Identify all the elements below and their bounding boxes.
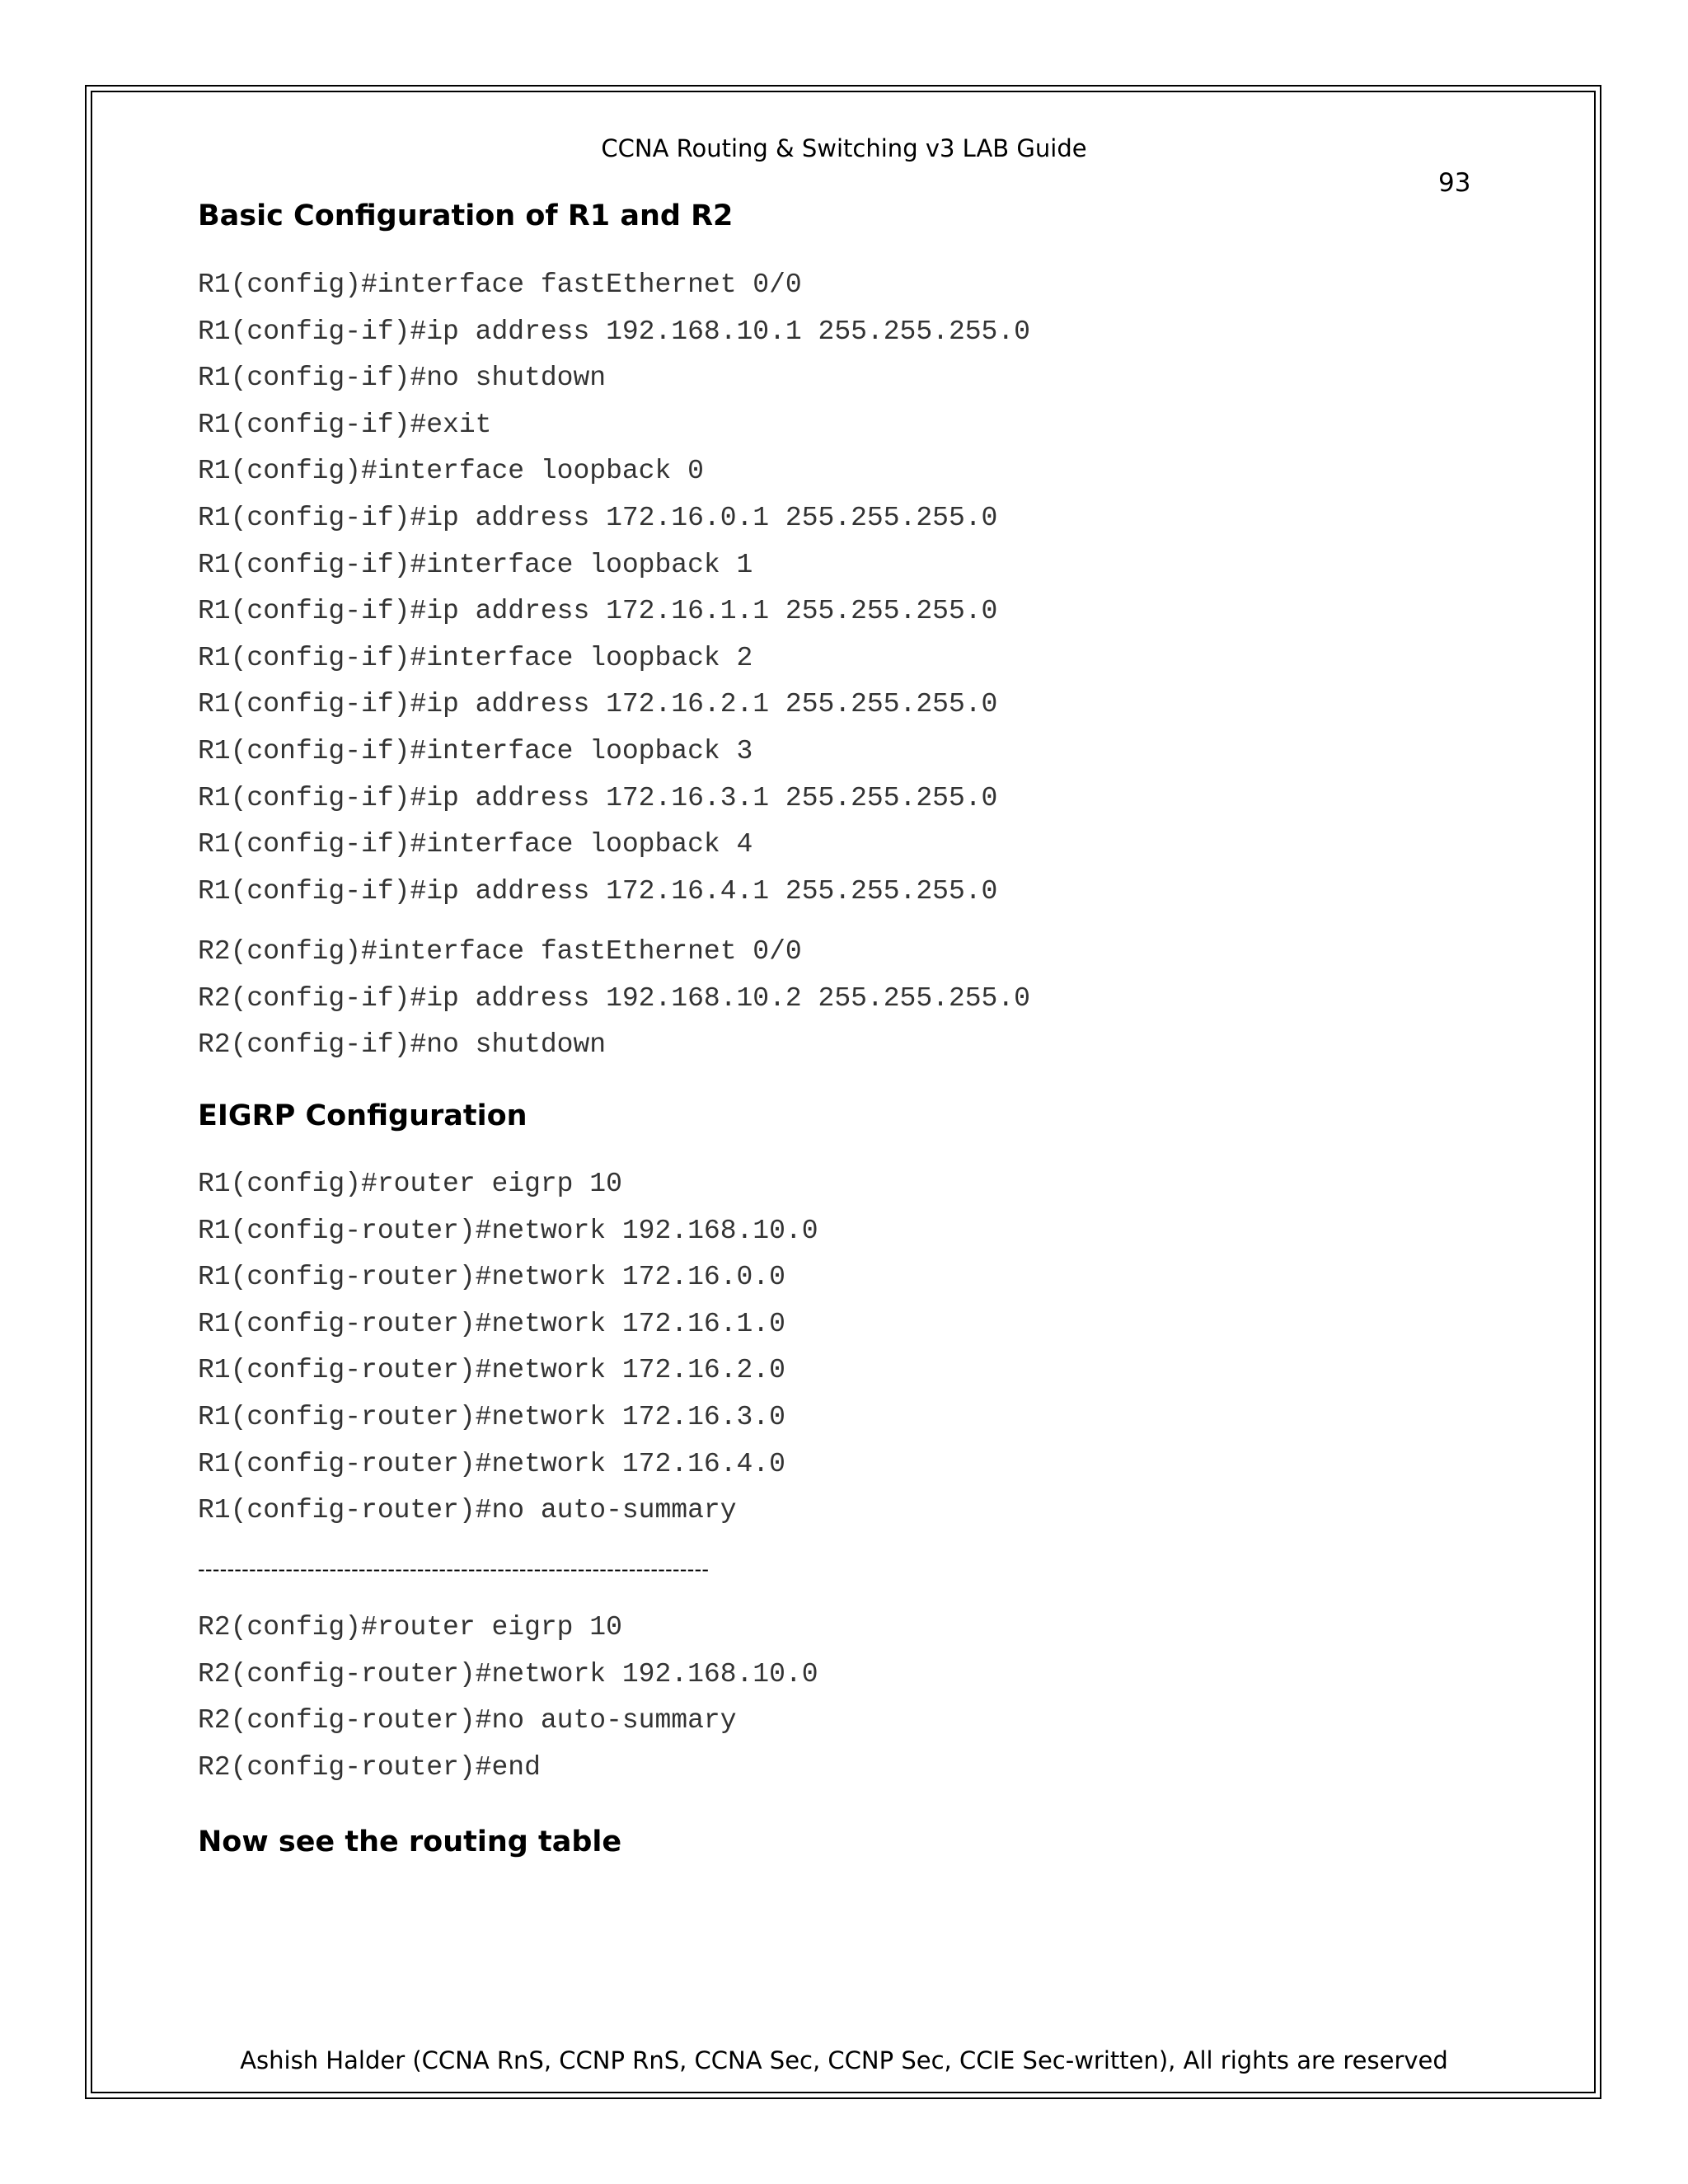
code-line: R2(config-router)#no auto-summary [198,1705,737,1736]
code-line: R1(config-if)#ip address 172.16.0.1 255.255.255.0 [198,502,998,533]
code-line: R2(config-router)#end [198,1751,541,1783]
code-line: R1(config-router)#network 172.16.1.0 [198,1308,785,1339]
code-line: R1(config-if)#exit [198,409,492,440]
code-line: R2(config-if)#ip address 192.168.10.2 255.255.255.0 [198,982,1030,1014]
code-line: R1(config-router)#network 172.16.3.0 [198,1401,785,1432]
code-line: R1(config-router)#network 172.16.4.0 [198,1448,785,1479]
code-line: R1(config-router)#no auto-summary [198,1495,737,1526]
code-line: R1(config)#interface fastEthernet 0/0 [198,269,802,300]
code-line: R1(config-if)#ip address 192.168.10.1 255.255.255.0 [198,316,1030,347]
code-line: R2(config)#router eigrp 10 [198,1612,622,1643]
page-number: 93 [1438,168,1471,198]
code-line: R1(config-if)#ip address 172.16.3.1 255.255.255.0 [198,782,998,813]
code-line: R1(config-router)#network 172.16.2.0 [198,1355,785,1386]
code-line: R1(config)#interface loopback 0 [198,456,704,487]
code-block-basic-r2 [198,929,1030,1069]
code-line: R1(config-if)#ip address 172.16.1.1 255.255.255.0 [198,596,998,627]
code-line: R1(config-if)#interface loopback 1 [198,549,753,580]
code-line: R1(config-if)#interface loopback 3 [198,735,753,766]
code-line: R1(config)#router eigrp 10 [198,1169,622,1199]
code-line: R2(config)#interface fastEthernet 0/0 [198,936,802,967]
code-block-eigrp-r1 [198,1161,818,1535]
section-heading-routing-table: Now see the routing table [198,1825,622,1858]
code-line: R2(config-router)#network 192.168.10.0 [198,1658,818,1690]
section-heading-basic: Basic Configuration of R1 and R2 [198,199,734,232]
code-block-basic-r1 [198,262,1030,915]
code-line: R1(config-if)#ip address 172.16.4.1 255.255.255.0 [198,875,998,907]
separator-line: ---------------------------------------------------------------------- [198,1558,710,1581]
code-line: R1(config-if)#no shutdown [198,363,607,394]
code-block-eigrp-r2 [198,1605,818,1791]
header-title: CCNA Routing & Switching v3 LAB Guide [601,134,1087,162]
code-line: R1(config-if)#ip address 172.16.2.1 255.255.255.0 [198,689,998,720]
code-line: R1(config-router)#network 172.16.0.0 [198,1262,785,1293]
code-line: R1(config-router)#network 192.168.10.0 [198,1215,818,1246]
footer-copyright: Ashish Halder (CCNA RnS, CCNP RnS, CCNA Sec, CCNP Sec, CCIE Sec-written), All rights are reserved [240,2046,1448,2074]
code-line: R1(config-if)#interface loopback 4 [198,829,753,860]
section-heading-eigrp: EIGRP Configuration [198,1099,528,1132]
code-line: R1(config-if)#interface loopback 2 [198,642,753,673]
code-line: R2(config-if)#no shutdown [198,1029,607,1061]
